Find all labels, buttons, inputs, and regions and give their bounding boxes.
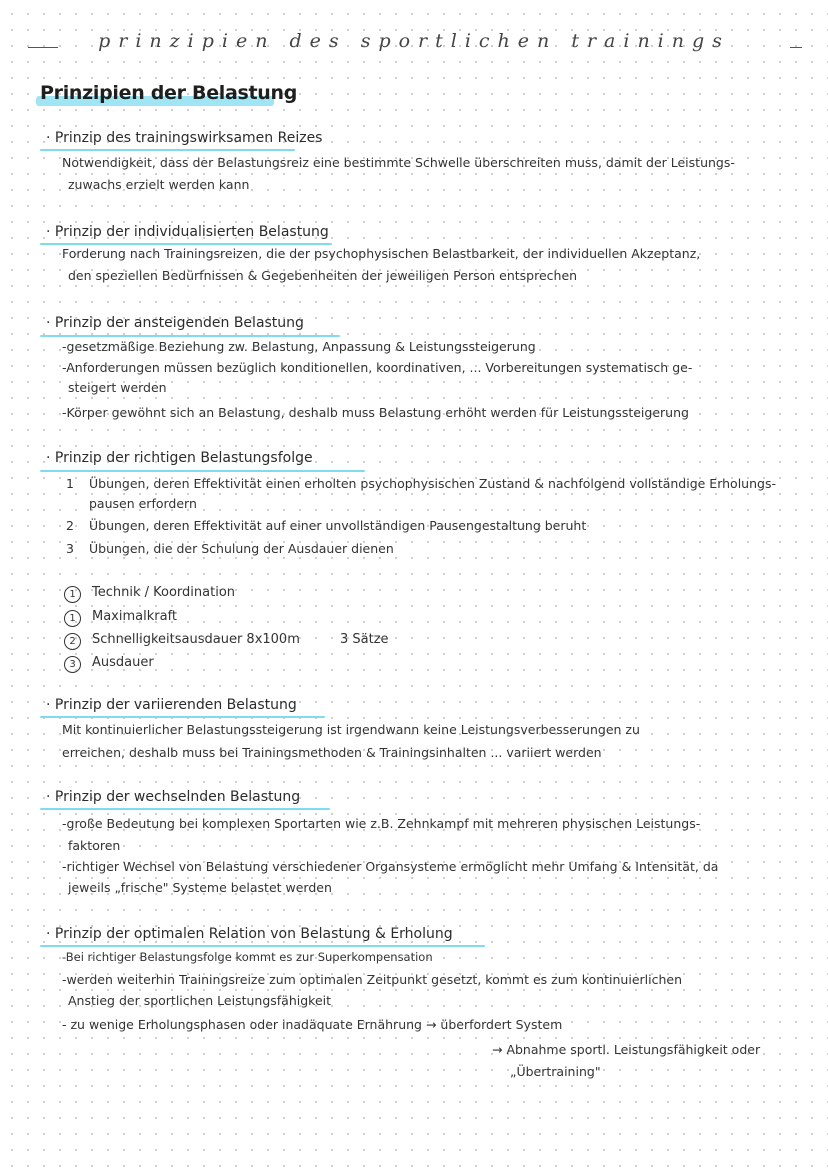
text-line: → Abnahme sportl. Leistungsfähigkeit oder [492,1042,761,1057]
text-line: steigert werden [68,380,167,395]
list-item: Übungen, die der Schulung der Ausdauer dienen [89,541,394,556]
text-line: Mit kontinuierlicher Belastungssteigerung ist irgendwann keine Leistungsverbesserungen zu [62,722,640,737]
principle-heading-4: · Prinzip der richtigen Belastungsfolge [46,450,313,466]
order-item: Maximalkraft [92,609,178,624]
title-rule-right [790,47,802,48]
text-line: Forderung nach Trainingsreizen, die der psychophysischen Belastbarkeit, der individuellen Akzeptanz, [62,246,701,261]
text-line: faktoren [68,838,121,853]
order-item: Technik / Koordination [92,585,236,600]
principle-heading-1: · Prinzip des trainingswirksamen Reizes [46,130,323,146]
text-line: zuwachs erzielt werden kann [68,177,250,192]
order-note: 3 Sätze [340,632,389,647]
text-line: erreichen, deshalb muss bei Trainingsmethoden & Trainingsinhalten ... variiert werden [62,745,602,760]
text-line: -große Bedeutung bei komplexen Sportarten wie z.B. Zehnkampf mit mehreren physischen Leistungs- [62,816,701,831]
circled-number: 1 [64,610,81,627]
text-line: -Anforderungen müssen bezüglich konditionellen, koordinativen, ... Vorbereitungen systematisch ge- [62,360,693,375]
principle-heading-3: · Prinzip der ansteigenden Belastung [46,315,304,331]
order-item: Schnelligkeitsausdauer 8x100m [92,632,300,647]
list-number: 3 [66,541,74,556]
text-line: - zu wenige Erholungsphasen oder inadäquate Ernährung → überfordert System [62,1017,563,1032]
circled-number: 3 [64,656,81,673]
principle-heading-2: · Prinzip der individualisierten Belastung [46,224,329,240]
heading-underline [40,335,340,337]
text-line: -werden weiterhin Trainingsreize zum optimalen Zeitpunkt gesetzt, kommt es zum kontinuierlichen [62,972,683,987]
text-line: Notwendigkeit, dass der Belastungsreiz eine bestimmte Schwelle überschreiten muss, damit der Leistungs- [62,155,735,170]
circled-number: 1 [64,586,81,603]
list-item: Übungen, deren Effektivität auf einer unvollständigen Pausengestaltung beruht [89,518,587,533]
principle-heading-5: · Prinzip der variierenden Belastung [46,697,297,713]
heading-underline [40,470,365,472]
principle-heading-7: · Prinzip der optimalen Relation von Belastung & Erholung [46,926,453,942]
list-item: pausen erfordern [89,496,197,511]
order-item: Ausdauer [92,655,154,670]
heading-underline [40,808,330,810]
text-line: -richtiger Wechsel von Belastung verschiedener Organsysteme ermöglicht mehr Umfang & Intensität, da [62,859,719,874]
text-line: den speziellen Bedürfnissen & Gegebenheiten der jeweiligen Person entsprechen [68,268,578,283]
list-item: Übungen, deren Effektivität einen erholten psychophysischen Zustand & nachfolgend vollständige Erholungs- [89,476,776,491]
heading-underline [40,945,485,947]
heading-underline [40,149,295,151]
text-line: Anstieg der sportlichen Leistungsfähigkeit [68,993,332,1008]
text-line: -gesetzmäßige Beziehung zw. Belastung, Anpassung & Leistungssteigerung [62,339,536,354]
section-heading: Prinzipien der Belastung [40,82,298,104]
list-number: 2 [66,518,74,533]
text-line: jeweils „frische" Systeme belastet werden [68,880,332,895]
principle-heading-6: · Prinzip der wechselnden Belastung [46,789,301,805]
circled-number: 2 [64,633,81,650]
text-line: -Körper gewöhnt sich an Belastung, deshalb muss Belastung erhöht werden für Leistungssteigerung [62,405,689,420]
page-title: prinzipien des sportlichen trainings [98,30,730,52]
text-line: -Bei richtiger Belastungsfolge kommt es zur Superkompensation [62,950,433,964]
list-number: 1 [66,476,74,491]
heading-underline [40,716,325,718]
text-line: „Übertraining" [510,1064,601,1079]
heading-underline [40,243,332,245]
